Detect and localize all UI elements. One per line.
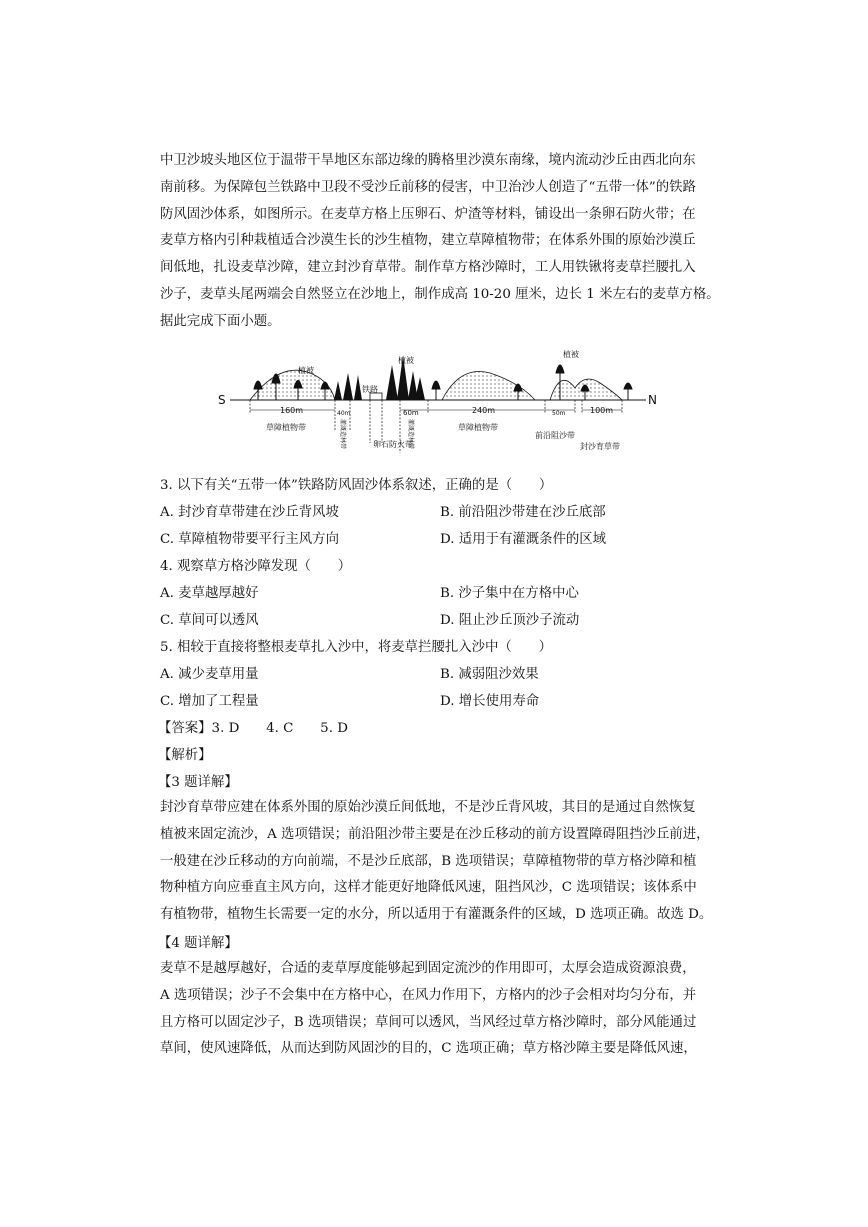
north-letter: N [648,393,657,407]
detail-line: 一般建在沙丘移动的方向前端，不是沙丘底部，B 选项错误；草障植物带的草方格沙障和植 [160,853,697,869]
question-4-stem: 4. 观察草方格沙障发现（ ） [160,559,352,574]
plant-label: 植被 [563,350,579,359]
question-5-option-d: D. 增长使用寿命 [440,694,540,709]
distance-label: 100m [590,406,614,415]
band-label: 灌溉造林带 [407,419,414,450]
detail-3-heading: 【3 题详解】 [158,775,238,790]
detail-line: 草间，使风速降低，从而达到防风固沙的目的，C 选项正确；草方格沙障主要是降低风速， [160,1041,697,1057]
question-5-stem: 5. 相较于直接将整根麦草扎入沙中，将麦草拦腰扎入沙中（ ） [160,640,552,655]
five-belt-cross-section-figure [210,343,670,468]
intro-line: 麦草方格内引种栽植适合沙漠生长的沙生植物，建立草障植物带；在体系外围的原始沙漠丘 [160,233,696,249]
detail-line: A 选项错误；沙子不会集中在方格中心，在风力作用下，方格内的沙子会相对均匀分布，并 [160,987,697,1003]
detail-line: 物种植方向应垂直主风方向，这样才能更好地降低风速，阻挡风沙，C 选项错误；该体系中 [160,880,697,896]
detail-line: 麦草不是越厚越好，合适的麦草厚度能够起到固定流沙的作用即可，太厚会造成资源浪费， [160,961,696,976]
distance-label: 40m [337,410,351,417]
detail-line: 有植物带，植物生长需要一定的水分，所以适用于有灌溉条件的区域，D 选项正确。故选 D。 [160,907,713,923]
question-4-option-d: D. 阻止沙丘顶沙子流动 [440,613,580,628]
intro-line: 间低地，扎设麦草沙障，建立封沙育草带。制作草方格沙障时，工人用铁锹将麦草拦腰扎入 [160,260,696,276]
question-3-option-a: A. 封沙育草带建在沙丘背风坡 [160,505,339,520]
distance-label: 240m [472,406,496,415]
detail-4-paragraph [160,956,710,1063]
band-label: 灌溉造林带 [339,419,346,450]
band-label: 草障植物带 [458,423,498,432]
detail-3-paragraph [160,795,713,929]
distance-label: 60m [403,409,419,417]
question-3-option-c: C. 草障植物带要平行主风方向 [160,532,339,547]
intro-paragraph [160,148,720,336]
distance-label: 160m [280,406,304,415]
intro-line: 南前移。为保障包兰铁路中卫段不受沙丘前移的侵害，中卫治沙人创造了“五带一体”的铁路 [160,179,696,195]
dune-mid [442,372,535,400]
question-5-option-b: B. 减弱阻沙效果 [440,667,539,682]
analysis-heading: 【解析】 [158,748,212,763]
intro-line: 防风固沙体系，如图所示。在麦草方格上压卵石、炉渣等材料，铺设出一条卵石防火带；在 [160,206,696,222]
intro-line: 沙子，麦草头尾两端会自然竖立在沙地上，制作成高 10-20 厘米，边长 1 米左右的麦草方格。 [160,286,720,302]
question-5-option-c: C. 增加了工程量 [160,694,259,709]
question-5-option-a: A. 减少麦草用量 [160,667,259,682]
band-label: 前沿阻沙带 [535,431,575,440]
question-4-option-c: C. 草间可以透风 [160,613,259,628]
question-4-option-a: A. 麦草越厚越好 [160,586,259,601]
question-3-option-d: D. 适用于有灌溉条件的区域 [440,532,607,547]
band-label: 卵石防火带 [373,440,413,449]
answer-line: 【答案】3. D 4. C 5. D [158,721,348,736]
railway-mark [370,393,382,400]
band-label: 草障植物带 [266,423,306,432]
plant-label: 植被 [298,366,314,375]
detail-line: 且方格可以固定沙子，B 选项错误；草间可以透风，当风经过草方格沙障时，部分风能通过 [160,1014,697,1030]
detail-line: 植被来固定流沙，A 选项错误；前沿阻沙带主要是在沙丘移动的前方设置障碍阻挡沙丘前进， [160,826,710,842]
railway-label: 铁路 [362,385,378,394]
detail-4-heading: 【4 题详解】 [158,936,238,951]
detail-line: 封沙育草带应建在体系外围的原始沙漠丘间低地，不是沙丘背风坡，其目的是通过自然恢复 [160,800,696,815]
intro-line: 中卫沙坡头地区位于温带干旱地区东部边缘的腾格里沙漠东南缘，境内流动沙丘由西北向东 [160,153,696,168]
question-3-stem: 3. 以下有关“五带一体”铁路防风固沙体系叙述，正确的是（ ） [160,478,553,493]
south-letter: S [218,393,226,407]
question-4-option-b: B. 沙子集中在方格中心 [440,586,579,601]
band-label: 封沙育草带 [580,442,620,451]
distance-label: 50m [552,410,566,417]
question-3-option-b: B. 前沿阻沙带建在沙丘底部 [440,505,606,520]
plant-label: 植被 [398,356,414,365]
intro-line: 据此完成下面小题。 [160,313,281,329]
